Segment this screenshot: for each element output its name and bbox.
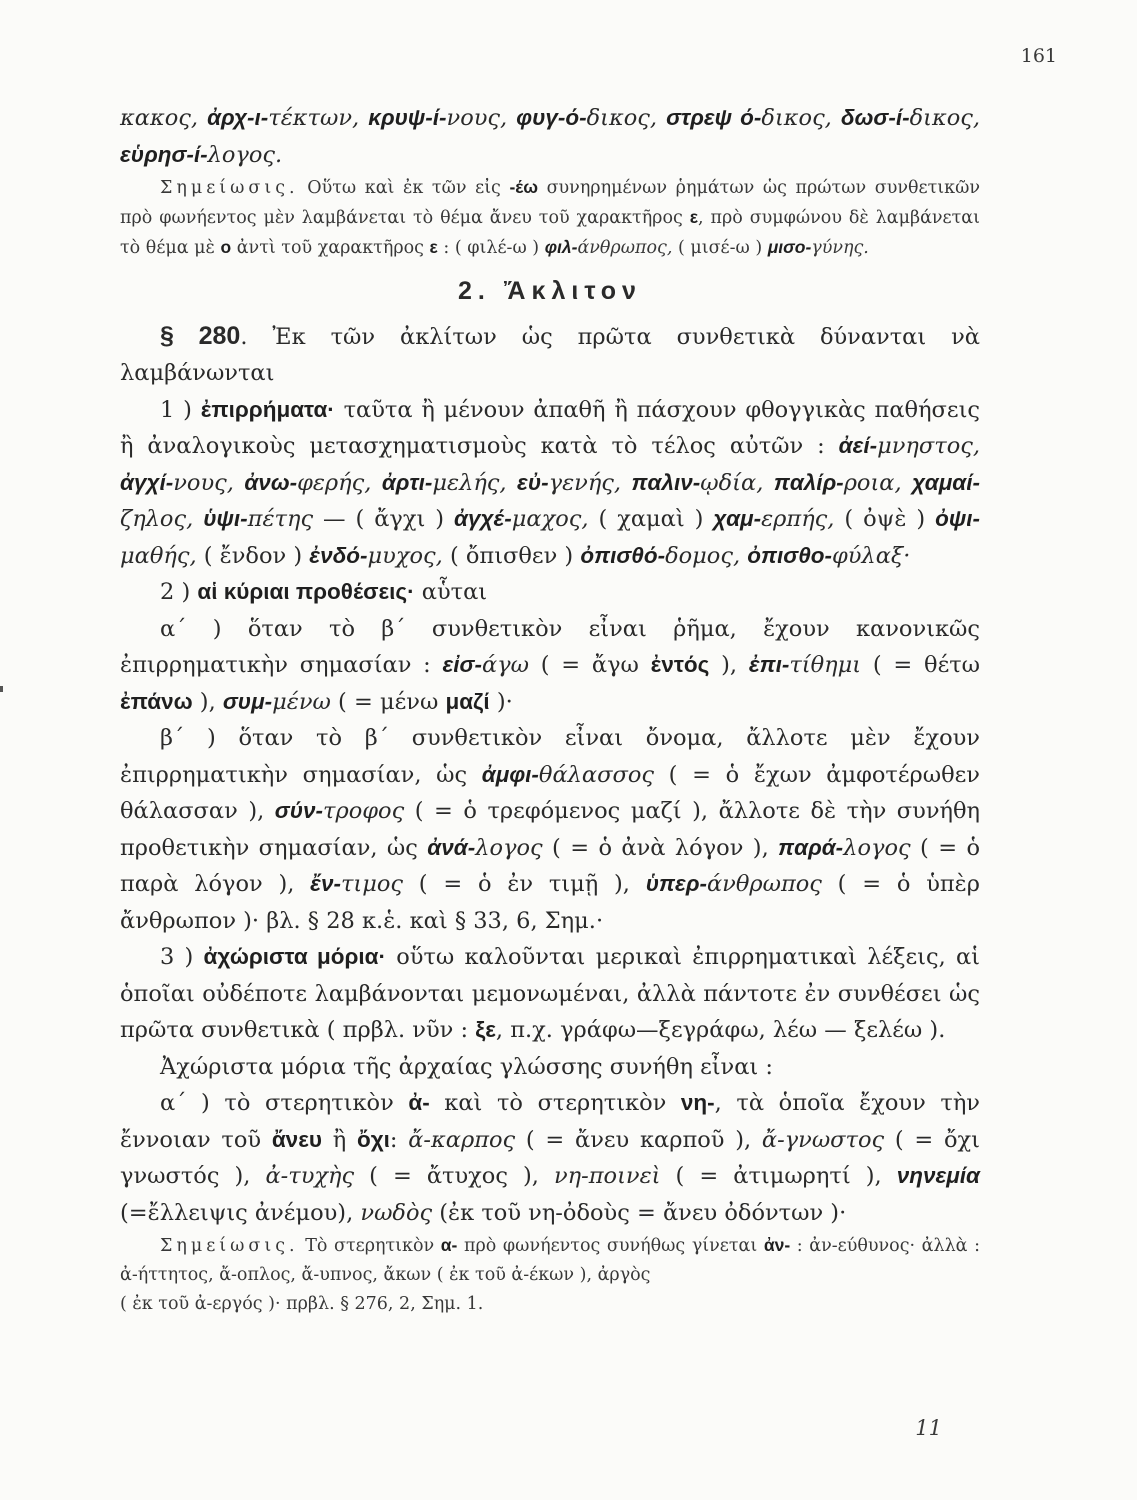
italic-term: ζηλος, bbox=[120, 506, 204, 532]
bold-term: ἀεί- bbox=[838, 433, 878, 458]
bold-term: ἀγχί- bbox=[120, 469, 174, 495]
text-run: ), bbox=[192, 688, 223, 715]
bold-term: ὀψι- bbox=[935, 506, 981, 531]
text-run: ( = ἄνευ καρποῦ ), bbox=[515, 1126, 762, 1153]
bold-term: ἀμφι- bbox=[481, 761, 539, 787]
note-paragraph bbox=[120, 1231, 980, 1290]
bold-term: ο bbox=[220, 237, 232, 257]
text-run: ( = ἄγω bbox=[528, 652, 651, 678]
text-run: ( ἐκ τοῦ ἀ-εργός )· πρβλ. § 276, 2, Σημ. 1. bbox=[120, 1294, 484, 1314]
text-run: β΄ ) ὅταν τὸ β΄ συνθετικὸν εἶναι ὄνομα, ἄλλοτε μὲν ἔχουν ἐπιρρηματικὴν σημασίαν, ὡς bbox=[120, 725, 980, 788]
bold-term: ἄνευ bbox=[271, 1126, 322, 1152]
bold-term: ἔν- bbox=[310, 871, 341, 896]
text-run: 3 ) bbox=[160, 944, 204, 970]
bold-term: μαζί bbox=[445, 688, 490, 714]
italic-term: νους, bbox=[173, 469, 245, 496]
paragraph bbox=[120, 1049, 980, 1086]
bold-term: εἰσ- bbox=[442, 652, 482, 677]
text-run: (=ἔλλειψις ἀνέμου), bbox=[120, 1199, 361, 1226]
italic-term: δικος, bbox=[761, 105, 841, 131]
text-run: Ἀχώριστα μόρια τῆς ἀρχαίας γλώσσης συνήθη εἶναι : bbox=[160, 1053, 773, 1080]
note-paragraph bbox=[120, 1290, 980, 1319]
paragraph bbox=[120, 574, 980, 611]
italic-term: λογος bbox=[475, 834, 543, 861]
bold-term: χαμ- bbox=[713, 506, 762, 531]
italic-term: λογος. bbox=[207, 141, 283, 168]
bold-term: φυγ-ό- bbox=[516, 105, 587, 130]
italic-term: δικος, bbox=[909, 105, 981, 131]
text-run: ( = ὁ τρεφόμενος μαζί ), ἄλλοτε δὲ τὴν συνήθη προθετικὴν σημασίαν, ὡς bbox=[120, 798, 980, 861]
italic-term: μένω bbox=[272, 688, 331, 715]
text-run: Σημείωσις. bbox=[160, 178, 299, 198]
bold-term: μισο- bbox=[767, 237, 812, 257]
bold-term: ἀχώριστα μόρια· bbox=[203, 944, 387, 969]
bold-term: ὀπισθο- bbox=[747, 542, 832, 568]
bold-term: χαμαί- bbox=[912, 469, 981, 495]
bold-term: ἀν- bbox=[763, 1235, 791, 1255]
italic-term: θάλασσος bbox=[538, 761, 654, 788]
bold-term: παλίρ- bbox=[773, 469, 844, 495]
text-run: . Ἐκ τῶν ἀκλίτων ὡς πρῶτα συνθετικὰ δύνανται νὰ λαμβάνωνται bbox=[120, 323, 980, 386]
italic-term: μνηστος, bbox=[877, 433, 980, 459]
italic-term: τιμος bbox=[340, 871, 403, 897]
text-run: α΄ ) τὸ στερητικὸν bbox=[160, 1090, 409, 1116]
italic-term: νους, bbox=[446, 105, 517, 131]
text-run: καὶ τὸ στερητικὸν bbox=[429, 1090, 681, 1116]
text-run: ( ὄπισθεν ) bbox=[449, 542, 581, 569]
text-run: α΄ ) ὅταν τὸ β΄ συνθετικὸν εἶναι ῥῆμα, ἔχουν κανονικῶς ἐπιρρηματικὴν σημασίαν : bbox=[120, 615, 980, 678]
section-heading bbox=[120, 273, 980, 310]
page-number: 161 bbox=[1020, 45, 1057, 67]
paragraph bbox=[120, 318, 980, 392]
italic-term: δικος, bbox=[586, 105, 667, 131]
text-run: ( ἔνδον ) bbox=[203, 542, 310, 569]
bold-term: αἱ κύριαι προθέσεις· bbox=[197, 579, 415, 604]
bold-term: ὑψι- bbox=[203, 506, 248, 531]
bold-term: παρά- bbox=[778, 834, 844, 860]
italic-term: λογος bbox=[843, 834, 911, 861]
note-paragraph bbox=[120, 173, 980, 263]
signature-mark: 11 bbox=[915, 1416, 942, 1440]
text-run: ταῦτα ἢ μένουν ἀπαθῆ ἢ πάσχουν φθογγικὰς παθήσεις ἢ ἀναλογικοὺς μετασχηματισμοὺς κατὰ τὸ τέλος αὐτῶν : bbox=[120, 396, 980, 459]
bold-term: σύν- bbox=[274, 798, 324, 823]
italic-term: τέκτων, bbox=[268, 105, 369, 131]
italic-term: ἄ-καρπος bbox=[408, 1126, 516, 1153]
text-run: — ( ἄγχι ) bbox=[313, 506, 455, 532]
italic-term: ἀ-τυχὴς bbox=[265, 1163, 355, 1189]
bold-term: ἐπάνω bbox=[120, 688, 193, 714]
text-run: Σημείωσις. bbox=[160, 1236, 299, 1256]
bold-term: ε bbox=[689, 207, 699, 227]
text-run: Τὸ στερητικὸν bbox=[298, 1236, 441, 1256]
bold-term: ἀ- bbox=[408, 1090, 430, 1115]
italic-term: άνθρωπος, bbox=[577, 238, 678, 258]
text-run: , πρὸ συμφώνου δὲ λαμβάνεται τὸ θέμα μὲ bbox=[120, 208, 980, 258]
paragraph bbox=[120, 939, 980, 1049]
text-run: ( = ἄτυχος ), bbox=[354, 1163, 554, 1189]
italic-term: νωδὸς bbox=[360, 1199, 433, 1226]
bold-term: ἀρχ-ι- bbox=[207, 105, 269, 130]
text-run: αὗται bbox=[414, 579, 488, 605]
italic-term: ῳδία, bbox=[700, 469, 774, 496]
bold-term: εὐ- bbox=[517, 469, 549, 495]
italic-term: ερπής, bbox=[761, 506, 845, 532]
text-run: 2 ) bbox=[160, 579, 198, 605]
bold-term: ἀρτι- bbox=[381, 469, 433, 495]
italic-term: φύλαξ· bbox=[832, 542, 911, 569]
italic-term: τίθημι bbox=[789, 652, 862, 678]
text-run: : ( φιλέ-ω ) bbox=[437, 238, 545, 258]
italic-term: άνθρωπος bbox=[706, 871, 822, 897]
bold-term: νηνεμία bbox=[896, 1163, 980, 1188]
text-run: ( χαμαὶ ) bbox=[598, 506, 714, 532]
italic-term: νη-ποινεὶ bbox=[553, 1163, 661, 1189]
text-run: 1 ) bbox=[160, 396, 201, 423]
text-run: : bbox=[389, 1126, 409, 1153]
italic-term: ροια, bbox=[843, 469, 913, 496]
text-run: ἢ bbox=[321, 1126, 357, 1153]
italic-term: μαθής, bbox=[120, 542, 204, 569]
text-run: § 280 bbox=[160, 321, 241, 350]
italic-term: πέτης bbox=[247, 506, 314, 532]
bold-term: ἀνω- bbox=[244, 469, 298, 495]
text-run: ἀντὶ τοῦ χαρακτῆρος bbox=[231, 238, 430, 258]
text-run: : ἀν-εύθυνος· ἀλλὰ : ἀ-ήττητος, ἄ-οπλος, ἄ-υπνος, ἄκων ( ἐκ τοῦ ἀ-έκων ), ἀργὸς bbox=[120, 1236, 980, 1285]
text-run: ( = θέτω bbox=[861, 652, 981, 678]
italic-term: μελής, bbox=[432, 469, 518, 496]
bold-term: ἀγχέ- bbox=[454, 506, 512, 531]
text-run: ( = ὁ ἀνὰ λόγον ), bbox=[542, 834, 779, 861]
italic-term: ἄ-γνωστος bbox=[761, 1126, 885, 1153]
italic-term: κακος, bbox=[120, 105, 208, 131]
text-run: οὕτω καλοῦνται μερικαὶ ἐπιρρηματικαὶ λέξεις, αἱ ὁποῖαι οὐδέποτε λαμβάνονται μεμονωμέναι, ἀλλὰ πάντοτε ἐν συνθέσει ὡς πρῶτα συνθετικὰ ( πρβλ. νῦν : bbox=[120, 944, 980, 1043]
bold-term: ἀνά- bbox=[427, 834, 476, 860]
text-run: πρὸ φωνήεντος συνήθως γίνεται bbox=[457, 1236, 764, 1256]
bold-term: ὑπερ- bbox=[645, 871, 707, 896]
bold-term: ἐπι- bbox=[748, 652, 790, 677]
text-run: (ἐκ τοῦ νη-ὀδοὺς = ἄνευ ὀδόντων )· bbox=[432, 1199, 847, 1226]
bold-term: ἐντός bbox=[650, 652, 710, 677]
italic-term: φερής, bbox=[297, 469, 382, 496]
text-run: ( = ὄχι γνωστός ), bbox=[120, 1126, 980, 1189]
text-run: συνηρημένων ῥημάτων ὡς πρώτων συνθετικῶν πρὸ φωνήεντος μὲν λαμβάνεται τὸ θέμα ἄνευ τοῦ χαρακτῆρος bbox=[120, 178, 980, 228]
italic-term: μαχος, bbox=[511, 506, 599, 532]
text-run: Οὕτω καὶ ἐκ τῶν εἰς bbox=[298, 178, 510, 198]
body-text bbox=[120, 100, 980, 1319]
text-run: )· bbox=[489, 688, 513, 715]
bold-term: δωσ-ί- bbox=[840, 105, 910, 130]
paragraph bbox=[120, 392, 980, 575]
italic-term: τροφος bbox=[323, 798, 405, 824]
scan-artifact bbox=[0, 686, 3, 692]
italic-term: δομος, bbox=[665, 542, 748, 569]
text-run: 2. Ἄκλιτον bbox=[458, 277, 642, 305]
bold-term: φιλ- bbox=[544, 237, 578, 257]
text-run: ( μισέ-ω ) bbox=[677, 238, 768, 258]
bold-term: εὑρησ-ί- bbox=[120, 141, 208, 167]
text-run: ( = ὁ παρὰ λόγον ), bbox=[120, 834, 980, 897]
text-run: ( = ἀτιμωρητί ), bbox=[660, 1163, 897, 1189]
bold-term: κρυψ-ί- bbox=[368, 105, 447, 130]
text-run: , τὰ ὁποῖα ἔχουν τὴν ἔννοιαν τοῦ bbox=[120, 1090, 980, 1153]
text-run: ( = μένω bbox=[330, 688, 446, 715]
bold-term: ἐπιρρήματα· bbox=[200, 396, 335, 422]
bold-term: συμ- bbox=[222, 688, 273, 714]
bold-term: -έω bbox=[509, 177, 538, 197]
text-run: ( = ὁ ἐν τιμῇ ), bbox=[403, 871, 646, 897]
paragraph bbox=[120, 1085, 980, 1231]
bold-term: α- bbox=[440, 1235, 458, 1255]
paragraph bbox=[120, 611, 980, 721]
italic-term: μυχος, bbox=[367, 542, 450, 569]
bold-term: παλιν- bbox=[631, 469, 701, 495]
text-run: ( ὀψὲ ) bbox=[844, 506, 936, 532]
italic-term: γύνης. bbox=[811, 238, 869, 258]
bold-term: νη- bbox=[680, 1090, 715, 1115]
bold-term: ὀπισθό- bbox=[580, 542, 666, 568]
text-run: ( = ὁ ὑπὲρ ἄνθρωπον )· βλ. § 28 κ.ἑ. καὶ § 33, 6, Σημ.· bbox=[120, 871, 980, 934]
bold-term: ε bbox=[429, 237, 438, 257]
italic-term: άγω bbox=[481, 652, 529, 678]
text-run: , π.χ. γράφω—ξεγράφω, λέω — ξελέω ). bbox=[495, 1017, 946, 1043]
paragraph bbox=[120, 100, 980, 173]
text-run: ), bbox=[709, 652, 749, 678]
paragraph bbox=[120, 720, 980, 939]
bold-term: στρεψ ό- bbox=[666, 105, 762, 130]
bold-term: ὄχι bbox=[356, 1126, 390, 1152]
text-run: ( = ὁ ἔχων ἀμφοτέρωθεν θάλασσαν ), bbox=[120, 761, 980, 824]
italic-term: γενής, bbox=[548, 469, 632, 496]
bold-term: ἐνδό- bbox=[309, 542, 368, 568]
bold-term: ξε bbox=[475, 1017, 496, 1042]
